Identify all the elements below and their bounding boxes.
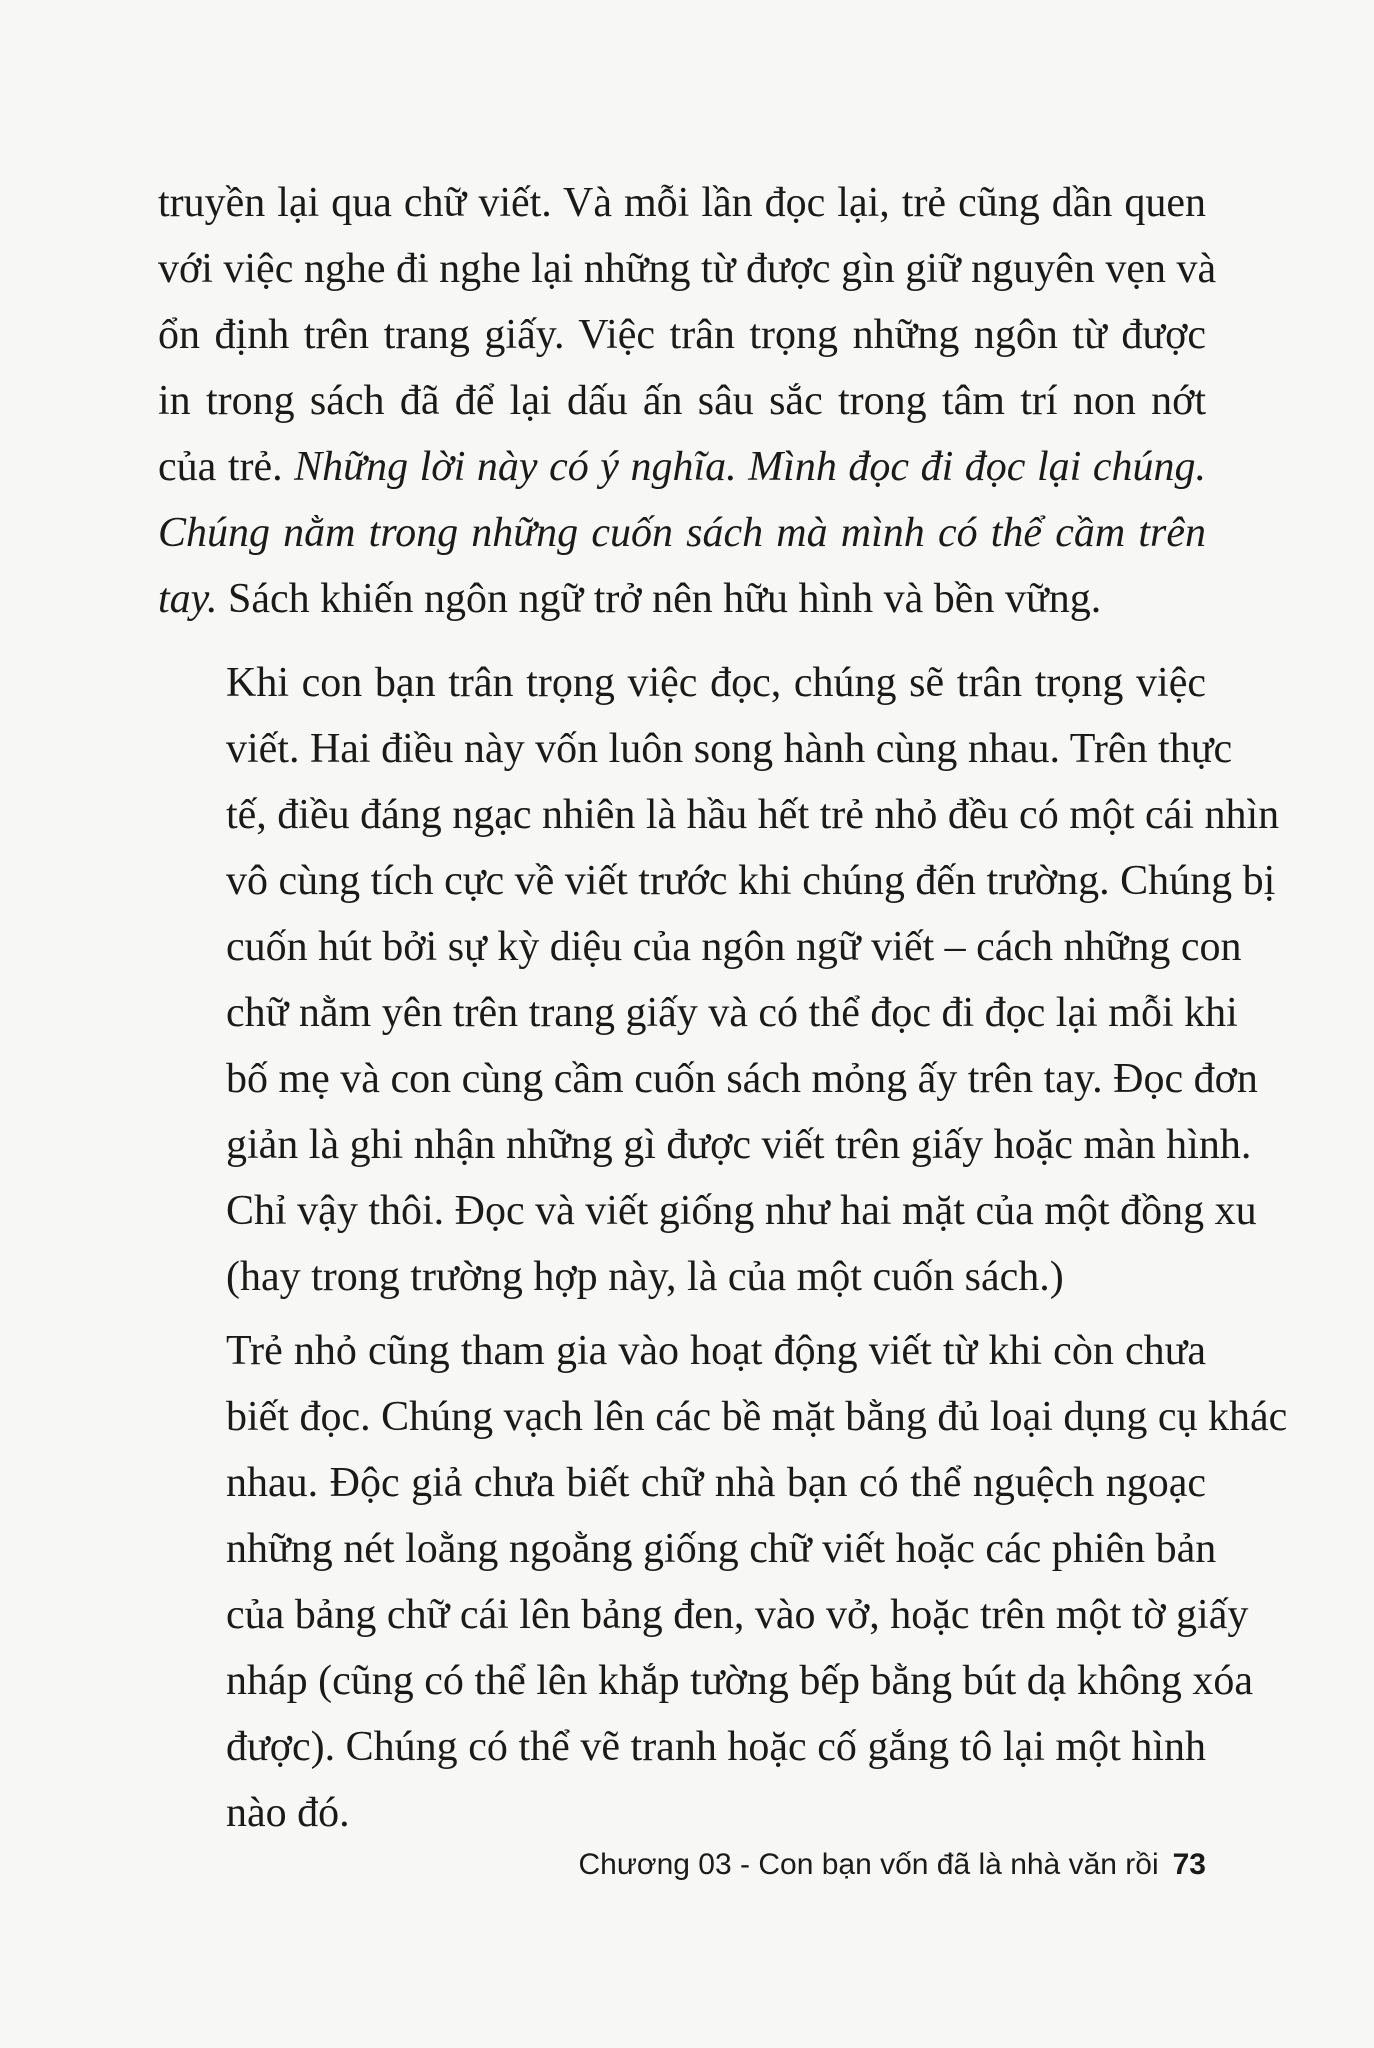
text-run: truyền lại qua chữ viết. Và mỗi lần đọc lại, trẻ cũng dần quen — [158, 180, 1206, 226]
text-run: cuốn hút bởi sự kỳ diệu của ngôn ngữ viết – cách những con — [226, 924, 1242, 970]
text-line — [158, 1318, 1206, 1384]
text-run: tế, điều đáng ngạc nhiên là hầu hết trẻ nhỏ đều có một cái nhìn — [226, 792, 1280, 838]
text-line — [158, 236, 1217, 302]
text-line — [158, 1450, 1206, 1516]
text-line — [158, 1516, 1217, 1582]
text-run: nhau. Độc giả chưa biết chữ nhà bạn có thể nguệch ngoạc — [226, 1460, 1206, 1506]
text-line — [158, 566, 1206, 632]
text-run: được). Chúng có thể vẽ tranh hoặc cố gắng tô lại một hình — [226, 1724, 1206, 1770]
text-line — [158, 170, 1206, 236]
text-line — [158, 1112, 1252, 1178]
text-run: nào đó. — [226, 1790, 350, 1836]
text-line — [158, 848, 1276, 914]
text-line — [158, 782, 1280, 848]
page-footer — [579, 1848, 1207, 1882]
italic-text: Chúng nằm trong những cuốn sách mà mình có thể cầm trên — [158, 510, 1206, 556]
text-run: Sách khiến ngôn ngữ trở nên hữu hình và bền vững. — [217, 576, 1102, 622]
text-run: Khi con bạn trân trọng việc đọc, chúng sẽ trân trọng việc — [226, 660, 1206, 706]
text-run: nháp (cũng có thể lên khắp tường bếp bằng bút dạ không xóa — [226, 1658, 1254, 1704]
text-line — [158, 716, 1233, 782]
text-run: in trong sách đã để lại dấu ấn sâu sắc trong tâm trí non nớt — [158, 378, 1206, 424]
text-run: những nét loằng ngoằng giống chữ viết hoặc các phiên bản — [226, 1526, 1217, 1572]
text-run: giản là ghi nhận những gì được viết trên giấy hoặc màn hình. — [226, 1122, 1252, 1168]
italic-text: Những lời này có ý nghĩa. Mình đọc đi đọc lại chúng. — [294, 444, 1206, 490]
text-line — [158, 1046, 1258, 1112]
text-run: ổn định trên trang giấy. Việc trân trọng những ngôn từ được — [158, 312, 1206, 358]
text-run: biết đọc. Chúng vạch lên các bề mặt bằng đủ loại dụng cụ khác — [226, 1394, 1288, 1440]
text-run: viết. Hai điều này vốn luôn song hành cùng nhau. Trên thực — [226, 726, 1233, 772]
text-run: với việc nghe đi nghe lại những từ được gìn giữ nguyên vẹn và — [158, 246, 1217, 292]
page-number: 73 — [1172, 1848, 1206, 1881]
text-run: (hay trong trường hợp này, là của một cuốn sách.) — [226, 1254, 1064, 1300]
text-line — [158, 1244, 1206, 1310]
text-line — [158, 650, 1206, 716]
text-run: của trẻ. — [158, 444, 295, 490]
text-line — [158, 500, 1206, 566]
text-run: Chỉ vậy thôi. Đọc và viết giống như hai mặt của một đồng xu — [226, 1188, 1257, 1234]
text-run: của bảng chữ cái lên bảng đen, vào vở, hoặc trên một tờ giấy — [226, 1592, 1249, 1638]
text-run: vô cùng tích cực về viết trước khi chúng đến trường. Chúng bị — [226, 858, 1276, 904]
text-line — [158, 980, 1238, 1046]
text-run: bố mẹ và con cùng cầm cuốn sách mỏng ấy trên tay. Đọc đơn — [226, 1056, 1258, 1102]
text-line — [158, 368, 1206, 434]
text-line — [158, 1780, 1206, 1846]
chapter-title: Chương 03 - Con bạn vốn đã là nhà văn rồi — [578, 1848, 1159, 1881]
paragraph-2 — [158, 650, 1280, 1310]
text-line — [158, 1178, 1257, 1244]
text-run: Trẻ nhỏ cũng tham gia vào hoạt động viết từ khi còn chưa — [226, 1328, 1206, 1374]
paragraph-1 — [158, 170, 1217, 632]
text-line — [158, 434, 1206, 500]
text-line — [158, 1384, 1288, 1450]
paragraph-3 — [158, 1318, 1288, 1846]
italic-text: tay. — [158, 576, 218, 622]
text-run: chữ nằm yên trên trang giấy và có thể đọc đi đọc lại mỗi khi — [226, 990, 1238, 1036]
text-line — [158, 1648, 1254, 1714]
text-line — [158, 1714, 1206, 1780]
text-line — [158, 914, 1242, 980]
text-line — [158, 302, 1206, 368]
text-line — [158, 1582, 1249, 1648]
